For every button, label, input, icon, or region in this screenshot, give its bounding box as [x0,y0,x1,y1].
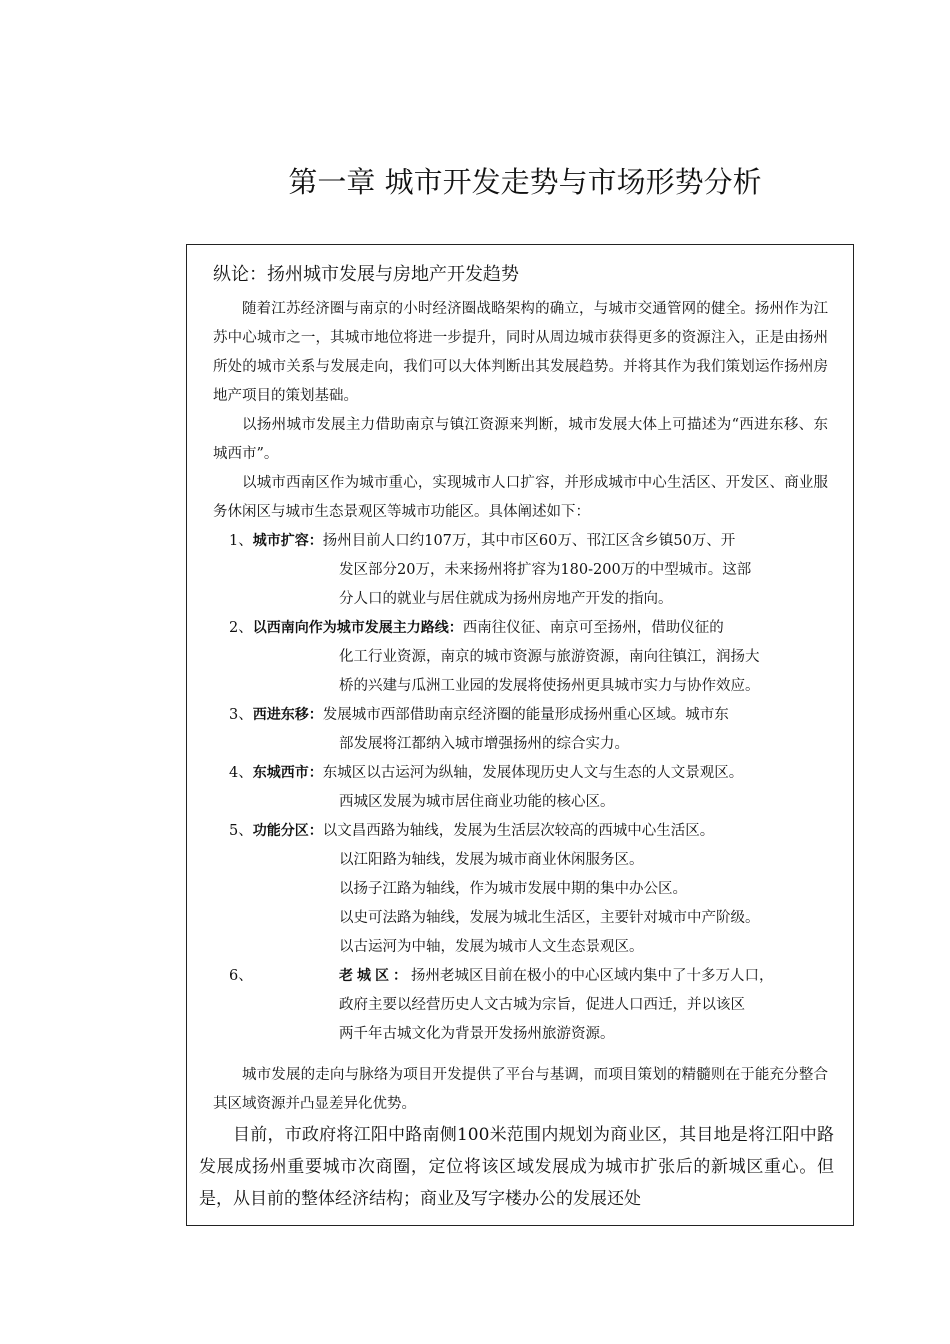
list-item-number: 4、 [229,765,253,781]
list-item-text: 两千年古城文化为背景开发扬州旅游资源。 [339,1026,615,1042]
paragraph: 以扬州城市发展主力借助南京与镇江资源来判断，城市发展大体上可描述为“西进东移、东城西市”。 [213,417,828,462]
content-frame [186,244,854,1226]
section-heading: 纵论：扬州城市发展与房地产开发趋势 [213,264,519,285]
list-item-number: 1、 [229,533,253,549]
list-item-label: 东城西市： [252,765,323,781]
list-item-number: 2、 [229,620,253,636]
list-item-text: 扬州目前人口约107万，其中市区60万、邗江区含乡镇50万、开 [322,533,736,549]
list-item [213,759,828,817]
list-item-text: 部发展将江都纳入城市增强扬州的综合实力。 [339,736,629,752]
list-item-text: 西南往仪征、南京可至扬州，借助仪征的 [462,620,724,636]
list-item-label: 西进东移： [252,707,323,723]
list-item-label: 城市扩容： [252,533,323,549]
list-item [213,614,828,701]
paragraph: 随着江苏经济圈与南京的小时经济圈战略架构的确立，与城市交通管网的健全。扬州作为江苏中心城市之一，其城市地位将进一步提升，同时从周边城市获得更多的资源注入，正是由扬州所处的城市关系与发展走向，我们可以大体判断出其发展趋势。并将其作为我们策划运作扬州房地产项目的策划基础。 [213,301,828,404]
list-item-label: 以西南向作为城市发展主力路线： [252,620,463,636]
list-item-text: 化工行业资源，南京的城市资源与旅游资源，南向往镇江，润扬大 [339,649,760,665]
paragraph: 城市发展的走向与脉络为项目开发提供了平台与基调，而项目策划的精髓则在于能充分整合其区域资源并凸显差异化优势。 [213,1067,828,1112]
list-item-text: 以古运河为中轴，发展为城市人文生态景观区。 [339,939,644,955]
list-item-text: 以扬子江路为轴线，作为城市发展中期的集中办公区。 [339,881,687,897]
list-item-number: 5、 [229,823,253,839]
list-item-label: 老城区： [339,968,411,984]
list-item [213,817,828,962]
paragraph: 以城市西南区作为城市重心，实现城市人口扩容，并形成城市中心生活区、开发区、商业服务休闲区与城市生态景观区等城市功能区。具体阐述如下： [213,475,828,520]
list-item-text: 西城区发展为城市居住商业功能的核心区。 [339,794,615,810]
list-item-text: 东城区以古运河为纵轴，发展体现历史人文与生态的人文景观区。 [322,765,744,781]
list-item-text: 分人口的就业与居住就成为扬州房地产开发的指向。 [339,591,673,607]
list-item-text: 以文昌西路为轴线，发展为生活层次较高的西城中心生活区。 [322,823,715,839]
list-item [213,527,828,614]
list-item-text: 桥的兴建与瓜洲工业园的发展将使扬州更具城市实力与协作效应。 [339,678,760,694]
list-item-number: 6、 [229,968,253,984]
list-item [213,701,828,759]
list-item-text: 发展城市西部借助南京经济圈的能量形成扬州重心区域。城市东 [322,707,729,723]
content-body [199,261,834,1215]
list-item-text: 发区部分20万，未来扬州将扩容为180-200万的中型城市。这部 [339,562,752,578]
list-item [213,962,828,1049]
list-item-label: 功能分区： [252,823,323,839]
list-item-text: 政府主要以经营历史人文古城为宗旨，促进人口西迁，并以该区 [339,997,745,1013]
page-title: 第一章 城市开发走势与市场形势分析 [288,165,762,199]
paragraph: 目前，市政府将江阳中路南侧100米范围内规划为商业区，其目地是将江阳中路发展成扬州重要城市次商圈，定位将该区域发展成为城市扩张后的新城区重心。但是，从目前的整体经济结构；商业及写字楼办公的发展还处 [199,1125,834,1209]
list-item-text: 以江阳路为轴线，发展为城市商业休闲服务区。 [339,852,644,868]
list-item-number: 3、 [229,707,253,723]
list-item-text: 扬州老城区目前在极小的中心区域内集中了十多万人口， [411,968,774,984]
list-item-text: 以史可法路为轴线，发展为城北生活区，主要针对城市中产阶级。 [339,910,760,926]
